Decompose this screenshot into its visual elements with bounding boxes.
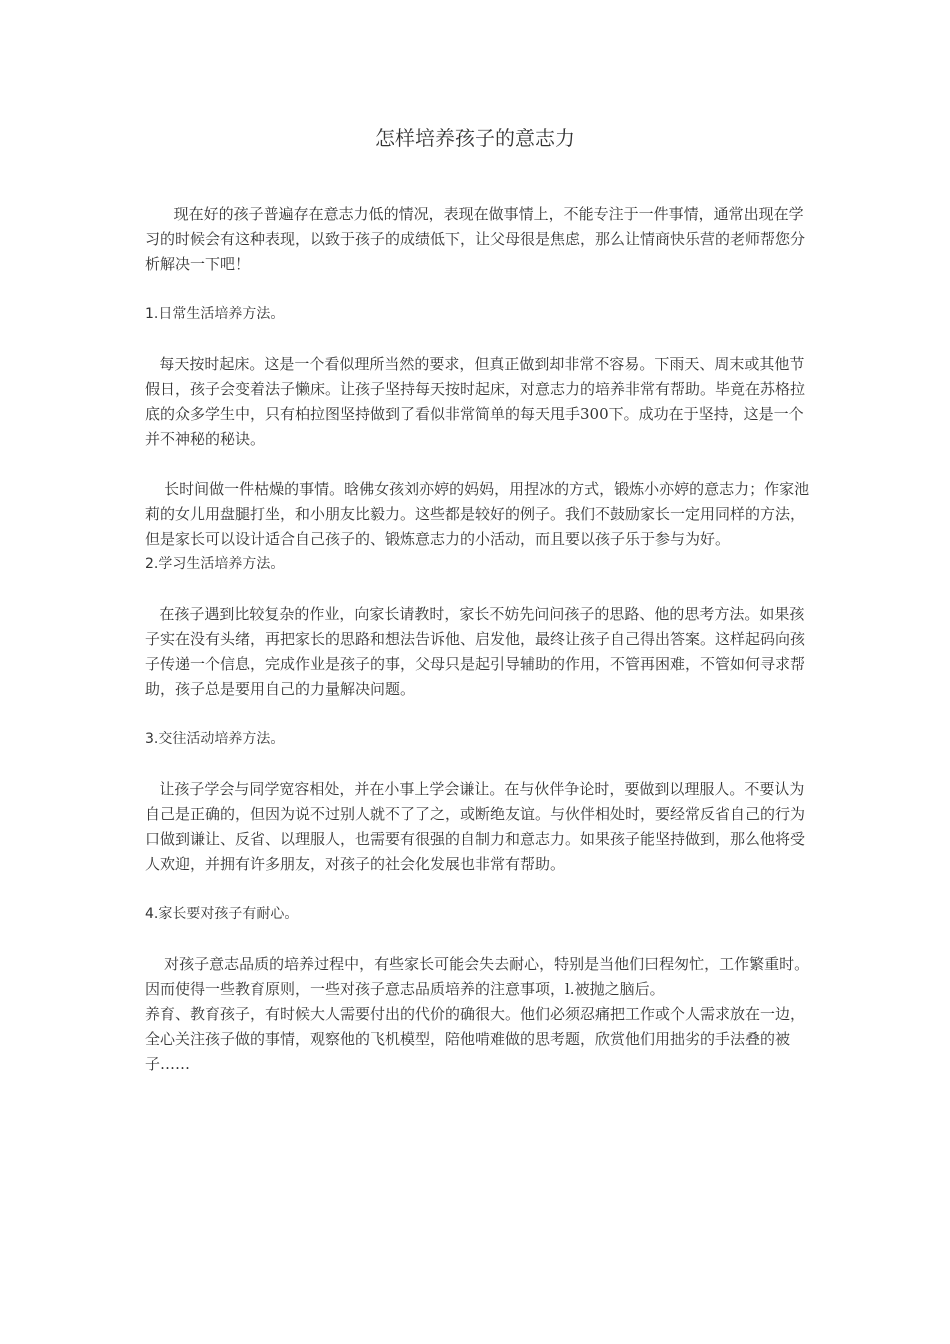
section-3-paragraph-1: 让孩子学会与同学宽容相处，并在小事上学会谦让。在与伙伴争论时，要做到以理服人。不要认为自己是正确的，但因为说不过别人就不了了之，或断绝友谊。与伙伴相处时，要经常反省自己的行为口做到谦让、反省、以理服人，也需要有很强的自制力和意志力。如果孩子能坚持做到，那么他将受人欢迎，并拥有许多朋友，对孩子的社会化发展也非常有帮助。 <box>145 780 806 873</box>
paragraph-gap <box>145 577 810 602</box>
section-2-heading: 2.学习生活培养方法。 <box>145 556 285 572</box>
paragraph-gap <box>145 927 810 952</box>
document-title: 怎样培养孩子的意志力 <box>375 126 575 150</box>
section-1-paragraph-2: 长时间做一件枯燥的事情。晗佛女孩刘亦婷的妈妈，用捏冰的方式，锻炼小亦婷的意志力；作家池莉的女儿用盘腿打坐，和小朋友比毅力。这些都是较好的例子。我们不鼓励家长一定用同样的方法，但是家长可以设计适合自己孩子的、锻炼意志力的小活动，而且要以孩子乐于参与为好。 <box>145 480 810 548</box>
section-4-paragraph-1: 对孩子意志品质的培养过程中，有些家长可能会失去耐心，特别是当他们曰程匆忙，工作繁重时。因而使得一些教育原则，一些对孩子意志品质培养的注意事项，l.被抛之脑后。 <box>145 955 810 998</box>
section-4-heading: 4.家长要对孩子有耐心。 <box>145 906 299 922</box>
section-1-paragraph-1: 每天按时起床。这是一个看似理所当然的要求，但真正做到却非常不容易。下雨天、周末或其他节假日，孩子会变着法子懒床。让孩子坚持每天按时起床，对意志力的培养非常有帮助。毕竟在苏格拉底的众多学生中，只有柏拉图坚持做到了看似非常简单的每天甩手300下。成功在于坚持，这是一个并不神秘的秘诀。 <box>145 355 806 448</box>
paragraph-gap <box>145 452 810 477</box>
section-3-heading: 3.交往活动培养方法。 <box>145 731 285 747</box>
paragraph-gap <box>145 702 810 727</box>
document-body <box>145 202 810 1077</box>
paragraph-gap <box>145 277 810 302</box>
section-1-heading: 1.日常生活培养方法。 <box>145 306 285 322</box>
paragraph-gap <box>145 752 810 777</box>
section-2-paragraph-1: 在孩子遇到比较复杂的作业，向家长请教时，家长不妨先问问孩子的思路、他的思考方法。如果孩子实在没有头绪，再把家长的思路和想法告诉他、启发他，最终让孩子自己得出答案。这样起码向孩子传递一个信息，完成作业是孩子的事，父母只是起引导辅助的作用，不管再困难，不管如何寻求帮助，孩子总是要用自己的力量解决问题。 <box>145 605 806 698</box>
paragraph-gap <box>145 327 810 352</box>
paragraph-gap <box>145 877 810 902</box>
section-4-paragraph-2: 养育、教育孩子，有时候大人需要付出的代价的确很大。他们必须忍痛把工作或个人需求放在一边，全心关注孩子做的事情，观察他的飞机模型，陪他啃难做的思考题，欣赏他们用拙劣的手法叠的被子…… <box>145 1005 806 1073</box>
intro-paragraph: 现在好的孩子普遍存在意志力低的情况，表现在做事情上，不能专注于一件事情，通常出现在学习的时候会有这种表现，以致于孩子的成绩低下，让父母很是焦虑，那么让情商快乐营的老师帮您分析解决一下吧！ <box>145 205 806 273</box>
